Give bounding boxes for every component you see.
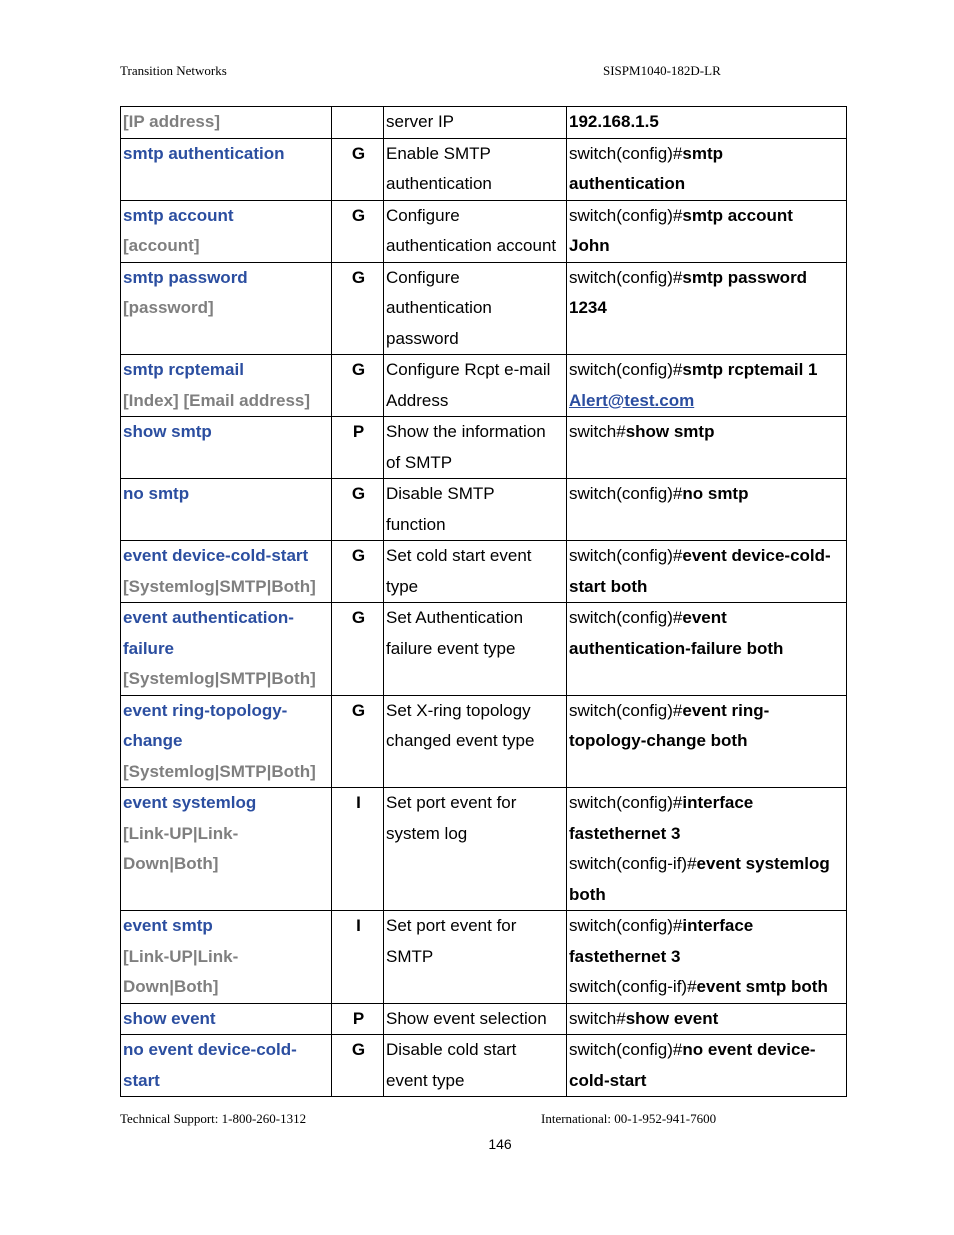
command-cell bbox=[121, 1035, 332, 1097]
table-row bbox=[121, 911, 847, 1004]
mode-cell bbox=[332, 107, 384, 139]
command-parameter: [Systemlog|SMTP|Both] bbox=[123, 576, 316, 596]
example-line bbox=[569, 293, 846, 324]
example-prompt: switch(config)# bbox=[569, 1040, 683, 1059]
command-cell bbox=[121, 1003, 332, 1035]
example-command: interface bbox=[682, 916, 754, 935]
example-cell bbox=[567, 107, 847, 139]
table-row bbox=[121, 603, 847, 696]
description-text: Set Authentication failure event type bbox=[386, 608, 524, 658]
example-cell bbox=[567, 479, 847, 541]
command-table-body bbox=[121, 107, 847, 1097]
table-row bbox=[121, 200, 847, 262]
description-cell bbox=[384, 541, 567, 603]
example-cell bbox=[567, 138, 847, 200]
command-parameter: [password] bbox=[123, 298, 214, 317]
example-prompt: switch(config)# bbox=[569, 793, 683, 812]
command-name: start bbox=[123, 1070, 160, 1090]
description-cell bbox=[384, 107, 567, 139]
example-command: event smtp both bbox=[696, 977, 828, 996]
description-text: server IP bbox=[386, 112, 455, 131]
example-cell bbox=[567, 695, 847, 788]
table-row bbox=[121, 479, 847, 541]
description-cell bbox=[384, 1003, 567, 1035]
example-command: event device-cold- bbox=[682, 546, 831, 565]
command-cell bbox=[121, 200, 332, 262]
example-line bbox=[569, 201, 846, 232]
description-text: Show event selection bbox=[386, 1008, 547, 1028]
example-command: no event device- bbox=[682, 1040, 816, 1059]
header-model: SISPM1040-182D-LR bbox=[603, 63, 721, 78]
mode-cell: G bbox=[332, 603, 384, 696]
table-row bbox=[121, 138, 847, 200]
example-command: interface bbox=[682, 793, 754, 812]
description-cell bbox=[384, 417, 567, 479]
mode-cell: G bbox=[332, 262, 384, 355]
command-cell bbox=[121, 479, 332, 541]
example-prompt: switch# bbox=[569, 1008, 626, 1028]
example-command: event systemlog bbox=[696, 854, 830, 873]
example-cell bbox=[567, 262, 847, 355]
mode-cell: I bbox=[332, 911, 384, 1004]
example-command: no smtp bbox=[682, 484, 749, 503]
example-prompt: switch# bbox=[569, 422, 626, 441]
example-line bbox=[569, 541, 846, 572]
command-name: event smtp bbox=[123, 916, 213, 935]
description-text: Disable cold start event type bbox=[386, 1040, 517, 1090]
example-cell bbox=[567, 788, 847, 911]
example-command: both bbox=[569, 884, 606, 904]
example-line bbox=[569, 726, 846, 757]
footer-international: International: 00-1-952-941-7600 bbox=[541, 1111, 717, 1126]
example-prompt: switch(config)# bbox=[569, 700, 683, 720]
command-parameter: [Systemlog|SMTP|Both] bbox=[123, 669, 316, 688]
example-line bbox=[569, 880, 846, 911]
email-link[interactable]: Alert@test.com bbox=[569, 390, 695, 410]
example-command: authentication-failure both bbox=[569, 638, 784, 658]
example-line bbox=[569, 479, 846, 510]
mode-cell: G bbox=[332, 200, 384, 262]
table-row bbox=[121, 262, 847, 355]
command-name: event systemlog bbox=[123, 793, 257, 812]
description-cell bbox=[384, 695, 567, 788]
command-cell bbox=[121, 107, 332, 139]
command-cell bbox=[121, 355, 332, 417]
mode-cell: G bbox=[332, 138, 384, 200]
command-parameter: [Systemlog|SMTP|Both] bbox=[123, 761, 316, 781]
example-prompt: switch(config)# bbox=[569, 205, 683, 225]
example-line bbox=[569, 572, 846, 603]
example-cell bbox=[567, 200, 847, 262]
description-cell bbox=[384, 479, 567, 541]
page-number: 146 bbox=[488, 1136, 512, 1152]
description-text: Disable SMTP function bbox=[386, 484, 495, 534]
example-cell bbox=[567, 1035, 847, 1097]
example-command: event bbox=[682, 608, 727, 627]
example-prompt: switch(config)# bbox=[569, 546, 683, 565]
example-line bbox=[569, 911, 846, 942]
example-line bbox=[569, 1004, 846, 1035]
example-line bbox=[569, 819, 846, 850]
mode-cell: G bbox=[332, 479, 384, 541]
command-parameter: [account] bbox=[123, 236, 200, 255]
example-command: fastethernet 3 bbox=[569, 946, 681, 966]
description-cell bbox=[384, 138, 567, 200]
example-line bbox=[569, 417, 846, 448]
command-name: failure bbox=[123, 638, 175, 658]
description-text: Show the information of SMTP bbox=[386, 422, 546, 472]
command-name: smtp authentication bbox=[123, 143, 285, 163]
table-row bbox=[121, 417, 847, 479]
table-row bbox=[121, 788, 847, 911]
example-line bbox=[569, 386, 846, 417]
example-line bbox=[569, 634, 846, 665]
example-command: smtp password bbox=[682, 267, 808, 287]
example-command: smtp rcptemail 1 bbox=[682, 360, 818, 379]
mode-cell: G bbox=[332, 1035, 384, 1097]
command-name: show smtp bbox=[123, 422, 212, 441]
description-text: Set cold start event type bbox=[386, 546, 532, 596]
description-text: Set port event for SMTP bbox=[386, 916, 517, 966]
example-command: show event bbox=[625, 1008, 719, 1028]
example-command: authentication bbox=[569, 174, 686, 193]
command-name: event ring-topology- bbox=[123, 700, 288, 720]
example-prompt: switch(config-if)# bbox=[569, 854, 697, 873]
command-cell bbox=[121, 788, 332, 911]
command-parameter: [IP address] bbox=[123, 112, 221, 131]
description-text: Configure authentication password bbox=[386, 267, 492, 348]
header-company: Transition Networks bbox=[120, 63, 227, 78]
description-cell bbox=[384, 262, 567, 355]
mode-cell: I bbox=[332, 788, 384, 911]
command-table bbox=[120, 106, 847, 1097]
example-line bbox=[569, 355, 846, 386]
example-cell bbox=[567, 417, 847, 479]
mode-cell: G bbox=[332, 695, 384, 788]
command-name: smtp password bbox=[123, 267, 248, 287]
description-text: Configure Rcpt e-mail Address bbox=[386, 360, 551, 410]
example-command: smtp bbox=[682, 143, 723, 163]
example-cell bbox=[567, 541, 847, 603]
example-line bbox=[569, 1066, 846, 1097]
command-name: smtp rcptemail bbox=[123, 360, 244, 379]
table-row bbox=[121, 1035, 847, 1097]
example-line bbox=[569, 263, 846, 294]
description-cell bbox=[384, 355, 567, 417]
description-text: Configure authentication account bbox=[386, 205, 557, 255]
example-prompt: switch(config)# bbox=[569, 360, 683, 379]
description-cell bbox=[384, 200, 567, 262]
example-cell bbox=[567, 911, 847, 1004]
command-name: change bbox=[123, 731, 183, 750]
example-cell bbox=[567, 603, 847, 696]
command-cell bbox=[121, 417, 332, 479]
footer-support: Technical Support: 1-800-260-1312 bbox=[120, 1111, 307, 1126]
description-cell bbox=[384, 1035, 567, 1097]
table-row bbox=[121, 541, 847, 603]
description-cell bbox=[384, 603, 567, 696]
description-cell bbox=[384, 911, 567, 1004]
example-line bbox=[569, 169, 846, 200]
command-parameter: [Link-UP|Link- bbox=[123, 823, 239, 843]
example-prompt: switch(config)# bbox=[569, 484, 683, 503]
command-name: event device-cold-start bbox=[123, 546, 309, 565]
mode-cell: P bbox=[332, 417, 384, 479]
command-name: smtp account bbox=[123, 205, 234, 225]
command-parameter: Down|Both] bbox=[123, 977, 219, 996]
description-text: Enable SMTP authentication bbox=[386, 143, 492, 193]
command-parameter: [Index] [Email address] bbox=[123, 390, 311, 410]
example-command: topology-change both bbox=[569, 731, 748, 750]
example-line bbox=[569, 139, 846, 170]
example-line bbox=[569, 972, 846, 1003]
example-command: cold-start bbox=[569, 1070, 647, 1090]
example-cell bbox=[567, 1003, 847, 1035]
example-line bbox=[569, 107, 846, 138]
example-prompt: switch(config)# bbox=[569, 143, 683, 163]
example-command: John bbox=[569, 236, 610, 255]
command-name: event authentication- bbox=[123, 608, 294, 627]
description-text: Set X-ring topology changed event type bbox=[386, 700, 535, 750]
example-command: 1234 bbox=[569, 298, 607, 317]
example-prompt: switch(config-if)# bbox=[569, 977, 697, 996]
example-line bbox=[569, 603, 846, 634]
example-command: fastethernet 3 bbox=[569, 823, 681, 843]
command-name: no smtp bbox=[123, 484, 190, 503]
description-cell bbox=[384, 788, 567, 911]
table-row bbox=[121, 1003, 847, 1035]
example-command: 192.168.1.5 bbox=[569, 112, 659, 131]
example-prompt: switch(config)# bbox=[569, 916, 683, 935]
mode-cell: G bbox=[332, 541, 384, 603]
command-cell bbox=[121, 541, 332, 603]
example-line bbox=[569, 942, 846, 973]
example-cell bbox=[567, 355, 847, 417]
example-line bbox=[569, 231, 846, 262]
example-command: show smtp bbox=[625, 422, 715, 441]
command-cell bbox=[121, 911, 332, 1004]
example-prompt: switch(config)# bbox=[569, 608, 683, 627]
table-row bbox=[121, 355, 847, 417]
example-line bbox=[569, 788, 846, 819]
example-prompt: switch(config)# bbox=[569, 267, 683, 287]
example-line bbox=[569, 1035, 846, 1066]
example-line bbox=[569, 849, 846, 880]
mode-cell: G bbox=[332, 355, 384, 417]
command-cell bbox=[121, 262, 332, 355]
table-row bbox=[121, 107, 847, 139]
example-command: smtp account bbox=[682, 205, 793, 225]
example-command: event ring- bbox=[682, 700, 770, 720]
table-row bbox=[121, 695, 847, 788]
command-cell bbox=[121, 603, 332, 696]
description-text: Set port event for system log bbox=[386, 793, 517, 843]
example-line bbox=[569, 696, 846, 727]
example-command: start both bbox=[569, 576, 648, 596]
command-cell bbox=[121, 138, 332, 200]
mode-cell: P bbox=[332, 1003, 384, 1035]
command-parameter: [Link-UP|Link- bbox=[123, 946, 239, 966]
command-name: no event device-cold- bbox=[123, 1040, 297, 1059]
command-cell bbox=[121, 695, 332, 788]
command-name: show event bbox=[123, 1008, 216, 1028]
command-parameter: Down|Both] bbox=[123, 854, 219, 873]
